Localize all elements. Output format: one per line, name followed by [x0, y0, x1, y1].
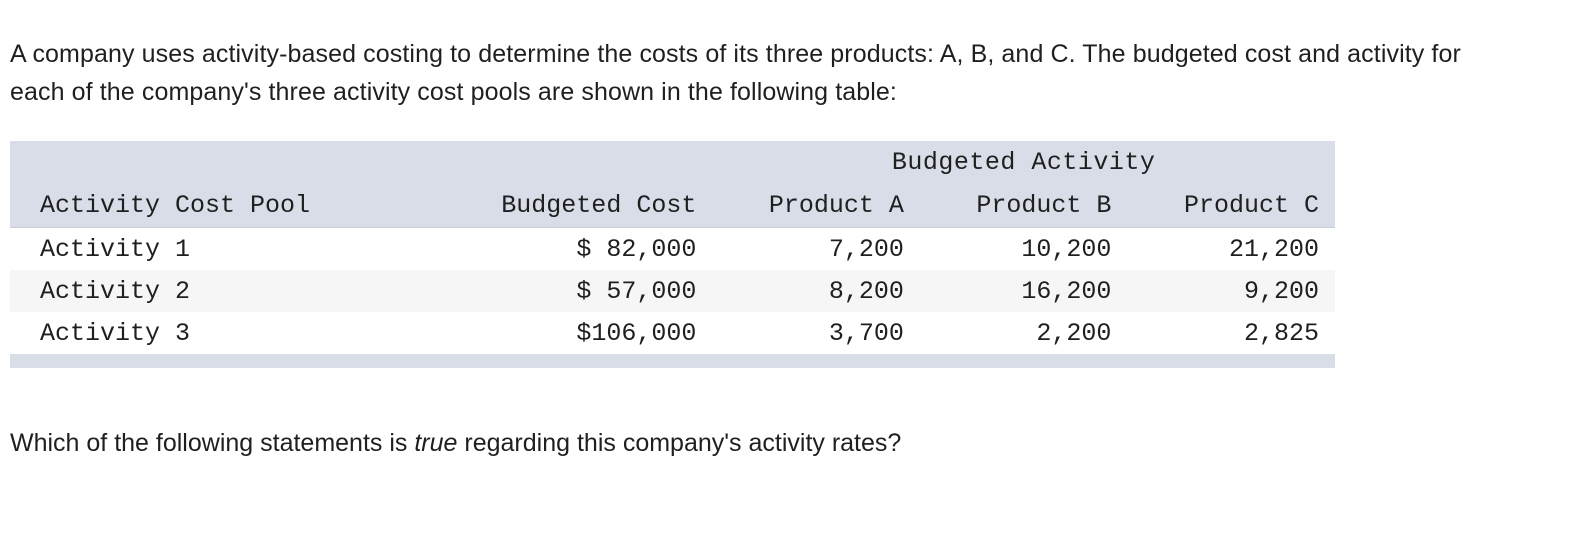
cell-product-b: 16,200	[920, 270, 1128, 312]
column-header-product-b: Product B	[920, 183, 1128, 228]
cell-pool: Activity 1	[40, 234, 191, 264]
intro-paragraph: A company uses activity-based costing to determine the costs of its three products: A, B, and C. The budgeted cost and activity for each of the company's three activity cost pools are shown in the following table:	[10, 40, 1461, 106]
cell-pool: Activity 2	[10, 270, 422, 312]
column-header-activity-cost-pool: Activity Cost Pool	[10, 183, 422, 228]
column-header-product-c: Product C	[1127, 183, 1335, 228]
cell-product-b: 10,200	[1021, 234, 1112, 264]
group-header-spacer-pool	[10, 141, 422, 183]
table-row	[10, 312, 1335, 354]
table-footer-cell	[10, 354, 1335, 368]
cell-pool: Activity 3	[40, 318, 191, 348]
cell-product-a: 8,200	[712, 270, 920, 312]
cell-product-a: 3,700	[828, 318, 904, 348]
group-header-spacer-cost	[422, 141, 712, 183]
budgeted-activity-table	[10, 141, 1335, 368]
question-text-before: Which of the following statements is	[10, 429, 415, 457]
group-header-budgeted-activity: Budgeted Activity	[712, 141, 1335, 183]
question-text-after: regarding this company's activity rates?	[457, 429, 902, 457]
budgeted-activity-table-wrapper	[10, 141, 1335, 368]
cell-product-c: 21,200	[1228, 234, 1319, 264]
cell-budgeted-cost: $ 57,000	[422, 270, 712, 312]
table-header	[10, 141, 1335, 228]
cell-product-c: 2,825	[1243, 318, 1319, 348]
question-text	[10, 426, 1576, 460]
column-header-product-a: Product A	[712, 183, 920, 228]
cell-budgeted-cost: $106,000	[576, 318, 697, 348]
cell-product-a: 7,200	[828, 234, 904, 264]
column-header-budgeted-cost: Budgeted Cost	[422, 183, 712, 228]
table-body	[10, 228, 1335, 369]
table-footer-bar	[10, 354, 1335, 368]
table-row	[10, 228, 1335, 271]
cell-budgeted-cost: $ 82,000	[576, 234, 697, 264]
table-row	[10, 270, 1335, 312]
question-emphasis: true	[414, 429, 458, 457]
cell-product-c: 9,200	[1127, 270, 1335, 312]
cell-product-b: 2,200	[1036, 318, 1112, 348]
table-column-header-row	[10, 183, 1335, 228]
table-group-header-row	[10, 141, 1335, 183]
